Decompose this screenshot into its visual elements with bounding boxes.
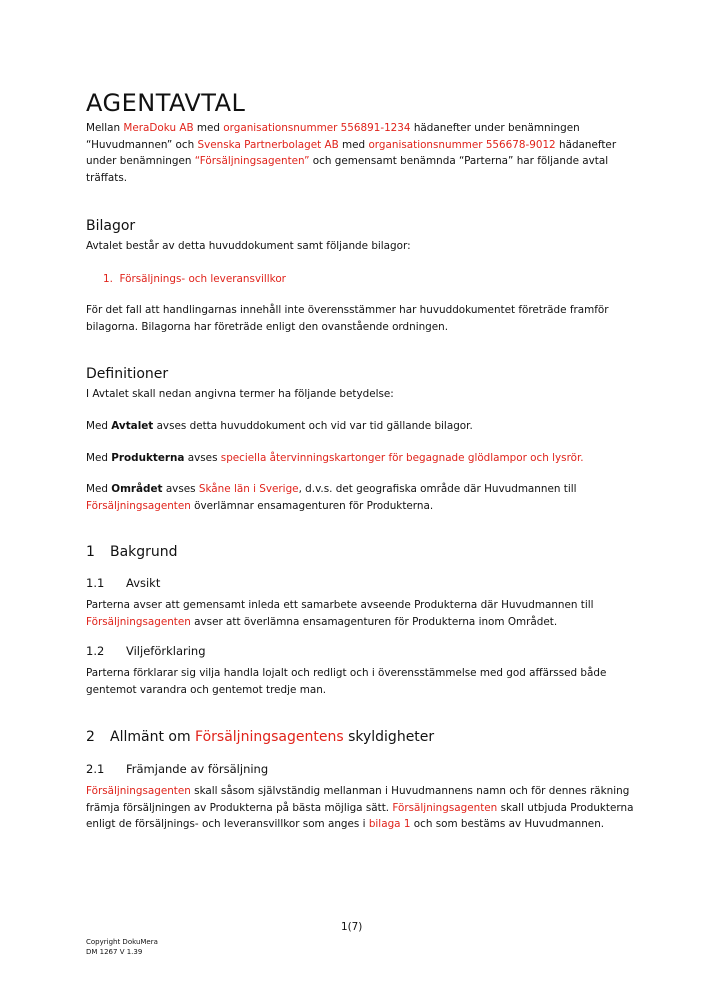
definitioner-intro: I Avtalet skall nedan angivna termer ha följande betydelse:: [86, 388, 394, 400]
agent-term: “Försäljningsagenten”: [194, 155, 310, 168]
definition-text: Med: [86, 452, 112, 464]
appendix-reference: bilaga 1: [368, 818, 411, 831]
section-text: Parterna avser att gemensamt inleda ett samarbete avseende Produkterna där Huvudmannen till: [86, 599, 594, 611]
definition-term: Området: [111, 483, 163, 495]
agent-name: Svenska Partnerbolaget AB: [197, 138, 339, 151]
document-id: DM 1267 V 1.39: [86, 947, 143, 956]
definition-text: Med: [86, 483, 112, 495]
section-2-1-heading: [86, 762, 268, 777]
section-2-1-text: [86, 783, 646, 833]
section-text: avser att överlämna ensamagenturen för Produkterna inom Området.: [190, 615, 558, 628]
definition-avtalet: [86, 418, 646, 435]
section-1-heading: [86, 543, 178, 561]
agent-term: Försäljningsagenten: [86, 785, 191, 797]
section-title: skyldigheter: [343, 729, 435, 745]
definition-text: Med: [86, 420, 112, 432]
section-text: skall såsom självständig mellanman i Huvudmannens namn och för dennes räkning främja försäljningen av Produkterna på bästa möjliga sätt.: [86, 785, 630, 814]
section-1-1-text: [86, 597, 646, 630]
section-1-1-heading: [86, 576, 160, 591]
section-text: skall utbjuda Produkterna enligt de försäljnings- och leveransvillkor som anges i: [86, 801, 634, 831]
section-number: 1: [86, 544, 95, 560]
section-title: Främjande av försäljning: [126, 762, 269, 776]
definition-term: Avtalet: [111, 420, 154, 432]
definition-text: avses: [184, 452, 221, 464]
principal-org-number: organisationsnummer 556891-1234: [223, 122, 411, 134]
section-text: och som bestäms av Huvudmannen.: [410, 818, 605, 831]
section-title: Avsikt: [126, 576, 161, 590]
intro-text: med: [193, 122, 224, 134]
definition-value: Skåne län i Sverige: [198, 483, 299, 495]
agent-term: Försäljningsagenten: [392, 801, 498, 814]
bilagor-list: [103, 271, 663, 288]
document-title: AGENTAVTAL: [86, 89, 246, 117]
agent-org-number: organisationsnummer 556678-9012: [368, 138, 556, 151]
section-number: 1.1: [86, 576, 105, 590]
definition-text: avses: [162, 483, 199, 495]
section-title: Viljeförklaring: [126, 644, 206, 658]
intro-text: hädanefter under benämningen: [86, 138, 617, 168]
bilagor-intro: Avtalet består av detta huvuddokument samt följande bilagor:: [86, 240, 411, 252]
section-title: Bakgrund: [110, 544, 178, 560]
agent-term: Försäljningsagenten: [86, 499, 191, 512]
section-1-2-heading: [86, 644, 206, 659]
intro-text: med: [338, 138, 369, 151]
list-item-number: 1.: [103, 273, 113, 285]
section-1-2-text: Parterna förklarar sig vilja handla lojalt och redligt och i överensstämmelse med god affärssed både gentemot varandra och gentemot tredje man.: [86, 667, 607, 696]
section-2-heading: [86, 728, 434, 746]
definition-produkterna: [86, 450, 646, 467]
section-title: Allmänt om: [110, 729, 196, 745]
definition-term: Produkterna: [111, 452, 185, 464]
footer-info: [86, 938, 158, 957]
list-item-label: Försäljnings- och leveransvillkor: [119, 273, 286, 285]
definition-text: överlämnar ensamagenturen för Produkterna.: [190, 499, 434, 512]
section-number: 2: [86, 729, 95, 745]
intro-text: hädanefter under benämningen “Huvudmannen” och: [86, 122, 580, 151]
list-item: [103, 271, 663, 288]
bilagor-precedence: För det fall att handlingarnas innehåll inte överensstämmer har huvuddokumentet företräde framför bilagorna. Bilagorna har företräde enligt den ovanstående ordningen.: [86, 304, 609, 333]
section-number: 2.1: [86, 762, 105, 776]
intro-paragraph: [86, 120, 646, 186]
definition-value: speciella återvinningskartonger för begagnade glödlampor och lysrör.: [220, 452, 584, 464]
definition-omradet: [86, 481, 646, 514]
intro-text: och gemensamt benämnda “Parterna” har följande avtal träffats.: [86, 155, 609, 184]
bilagor-heading: Bilagor: [86, 218, 136, 234]
page-number: 1(7): [341, 921, 363, 933]
definitioner-heading: Definitioner: [86, 366, 169, 382]
intro-text: Mellan: [86, 122, 124, 134]
copyright-text: Copyright DokuMera: [86, 938, 158, 946]
principal-name: MeraDoku AB: [123, 122, 194, 134]
definition-text: avses detta huvuddokument och vid var tid gällande bilagor.: [153, 420, 473, 432]
definition-text: , d.v.s. det geografiska område där Huvudmannen till: [298, 483, 577, 495]
agent-term: Försäljningsagentens: [195, 729, 344, 745]
section-number: 1.2: [86, 644, 105, 658]
agent-term: Försäljningsagenten: [86, 615, 191, 628]
